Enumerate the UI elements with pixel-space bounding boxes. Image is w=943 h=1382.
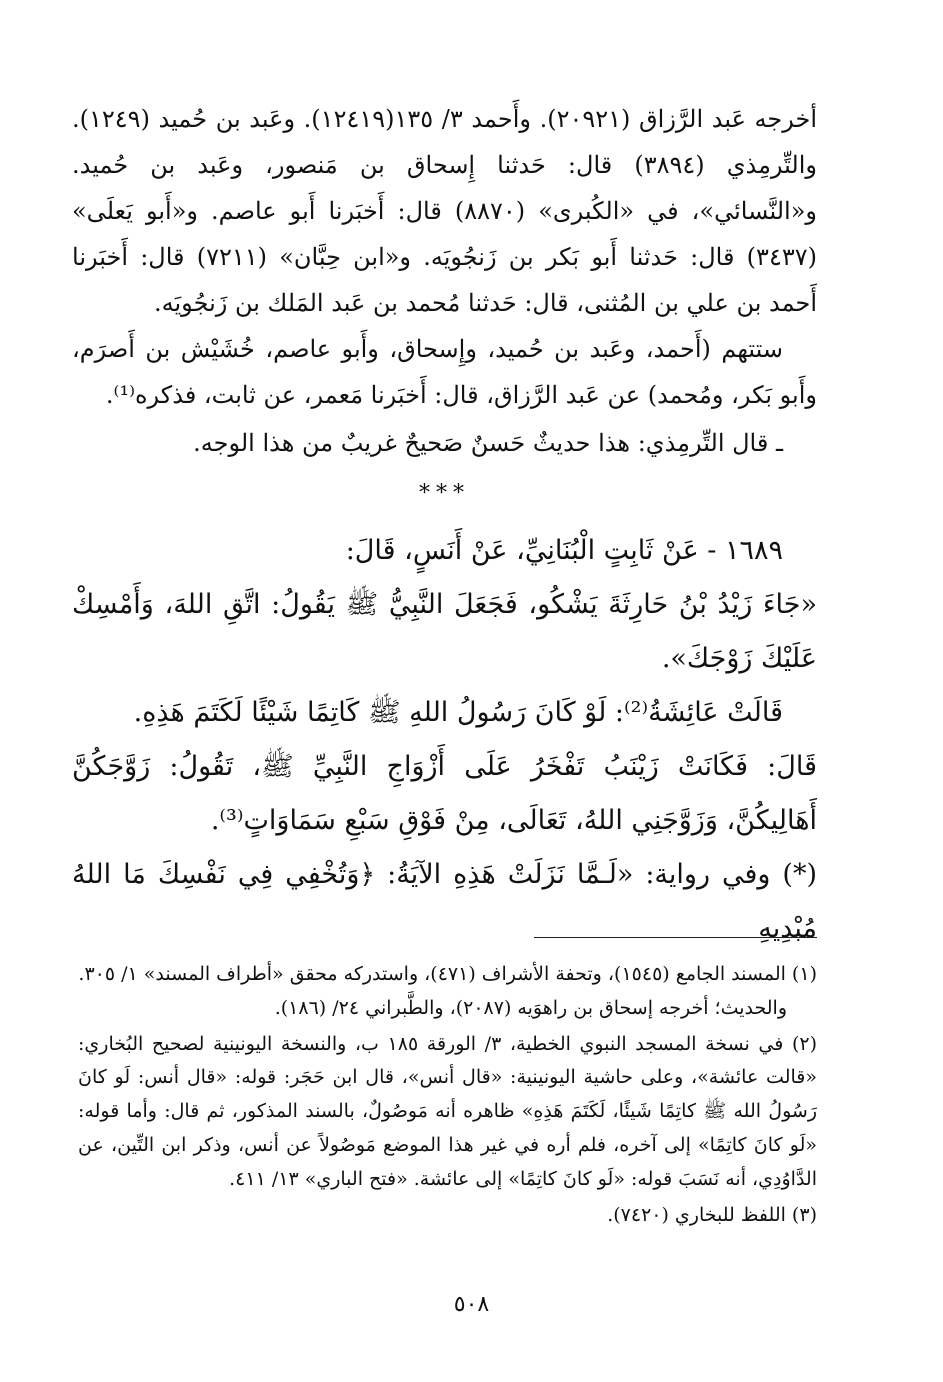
footnote-2-text: (٢) في نسخة المسجد النبوي الخطية، ٣/ الورقة ١٨٥ ب، والنسخة اليونينية لصحيح البُخاري: «قالت عائشة»، وعلى حاشية اليونينية: «قال أنس»، قال ابن حَجَر: قوله: «قال أنس: لَو كانَ رَسُولُ الله ﷺ كاتِمًا شَيئًا، لَكَتَمَ هَذِهِ» ظاهره أنه مَوصُولٌ، بالسند المذكور، ثم قال: وأما قوله: «لَو كانَ كاتِمًا» إلى آخره، فلم أره في غير هذا الموضع مَوصُولاً عن أنس، وذكر ابن التِّين، عن الدَّاوُدِي، أنه نَسَبَ قوله: «لَو كانَ كاتِمًا» إلى عائشة. «فتح الباري» ١٣/ ٤١١.	[78, 1032, 818, 1190]
tirmidhi-note: ـ قال التِّرمِذي: هذا حديثٌ حَسنٌ صَحيحٌ غريبٌ من هذا الوجه.	[193, 428, 783, 457]
riwaya-line: (*) وفي رواية: «لَـمَّا نَزَلَتْ هَذِهِ الآيَةُ: ﴿وَتُخْفِي فِي نَفْسِكَ مَا اللهُ مُبْدِيهِ	[72, 859, 817, 945]
footnote-2	[78, 1028, 817, 1197]
hadith-text: «جَاءَ زَيْدُ بْنُ حَارِثَةَ يَشْكُو، فَجَعَلَ النَّبِيُّ ﷺ يَقُولُ: اتَّقِ اللهَ، وَأَمْسِكْ عَلَيْكَ زَوْجَكَ».	[72, 589, 817, 675]
section-separator: ***	[419, 480, 470, 506]
footnote-1	[78, 958, 817, 1026]
zaynab-statement: قَالَ: فَكَانَتْ زَيْنَبُ تَفْخَرُ عَلَى أَزْوَاجِ النَّبِيِّ ﷺ، تَقُولُ: زَوَّجَكُنَّ أَهَالِيكُنَّ، وَزَوَّجَنِي اللهُ، تَعَالَى، مِنْ فَوْقِ سَبْعِ سَمَاوَاتٍ⁽³⁾.	[72, 751, 817, 837]
hadith-header: ١٦٨٩ - عَنْ ثَابِتٍ الْبُنَانِيِّ، عَنْ أَنَسٍ، قَالَ:	[345, 535, 783, 567]
main-text	[72, 96, 817, 956]
aisha-statement: قَالَتْ عَائِشَةُ⁽²⁾: لَوْ كَانَ رَسُولُ اللهِ ﷺ كَاتِمًا شَيْئًا لَكَتَمَ هَذِهِ.	[133, 697, 783, 729]
narrators-paragraph: ستتهم (أَحمد، وعَبد بن حُميد، وإِسحاق، وأَبو عاصم، خُشَيْش بن أَصرَم، وأَبو بَكر، ومُحمد) عن عَبد الرَّزاق، قال: أَخبَرنا مَعمر، عن ثابت، فذكره⁽¹⁾.	[72, 335, 817, 410]
takhrij-paragraph: أخرجه عَبد الرَّزاق (٢٠٩٢١). وأَحمد ٣/ ١٣٥(١٢٤١٩). وعَبد بن حُميد (١٢٤٩). والتِّرمِذي (٣٨٩٤) قال: حَدثنا إِسحاق بن مَنصور، وعَبد بن حُميد. و«النَّسائي»، في «الكُبرى» (٨٨٧٠) قال: أَخبَرنا أَبو عاصم. و«أَبو يَعلَى» (٣٤٣٧) قال: حَدثنا أَبو بَكر بن زَنجُويَه. و«ابن حِبَّان» (٧٢١١) قال: أَخبَرنا أَحمد بن علي بن المُثنى، قال: حَدثنا مُحمد بن عَبد المَلك بن زَنجُويَه.	[72, 105, 817, 318]
footnote-divider	[534, 937, 817, 938]
footnote-1-text: (١) المسند الجامع (١٥٤٥)، وتحفة الأشراف (٤٧١)، واستدركه محقق «أطراف المسند» ١/ ٣٠٥.	[78, 963, 817, 985]
footnote-1-continuation: والحديث؛ أخرجه إسحاق بن راهوَيه (٢٠٨٧)، والطَّبراني ٢٤/ (١٨٦).	[274, 996, 787, 1019]
footnote-3-text: (٣) اللفظ للبخاري (٧٤٢٠).	[607, 1203, 817, 1226]
footnote-3	[78, 1199, 817, 1233]
footnotes	[78, 958, 817, 1235]
page-number: ٥٠٨	[453, 1292, 490, 1317]
